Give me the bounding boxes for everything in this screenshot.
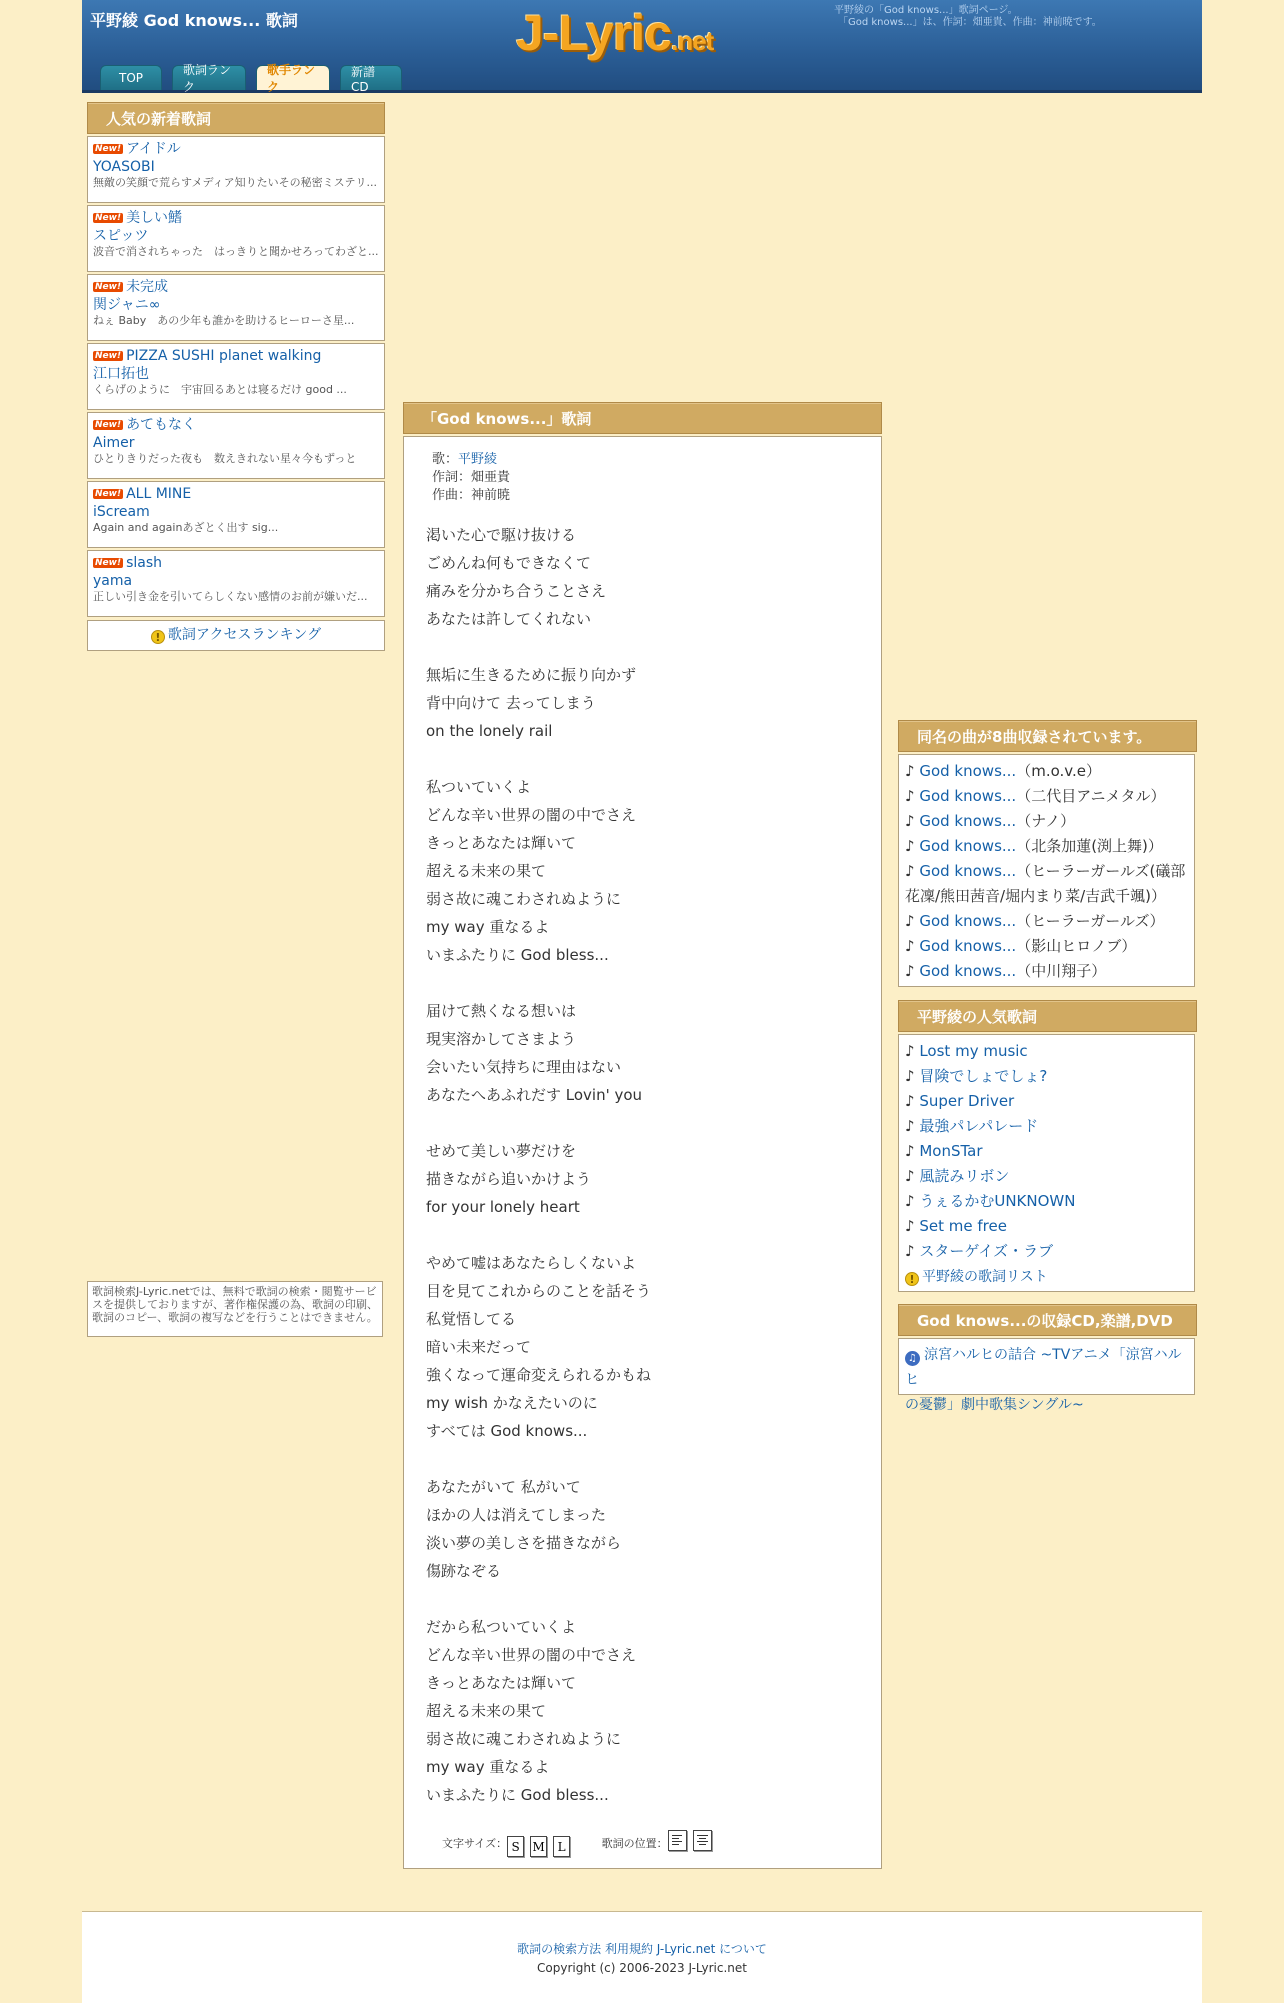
list-item[interactable]: ♪ 冒険でしょでしょ?	[905, 1067, 1048, 1085]
lyric-line: いまふたりに God bless...	[426, 946, 609, 964]
position-label: 歌詞の位置：	[601, 1837, 668, 1850]
music-note-icon: ♫	[905, 1351, 920, 1366]
list-item[interactable]: ♪ Set me free	[905, 1217, 1007, 1235]
lyric-snippet: ひとりきりだった夜も 数えきれない星々今もずっと	[93, 452, 357, 465]
logo-main: J-Lyric	[516, 5, 672, 61]
lyric-line: せめて美しい夢だけを	[426, 1142, 577, 1160]
tab-top[interactable]: TOP	[100, 65, 162, 90]
lyric-line: きっとあなたは輝いて	[426, 834, 577, 852]
lyric-line: on the lonely rail	[426, 722, 553, 740]
tab-lyric-rank[interactable]: 歌詞ランク	[172, 65, 246, 90]
lyricist-credit: 作詞：畑亜貴	[432, 470, 511, 485]
lyric-line: 描きながら追いかけよう	[426, 1170, 592, 1188]
align-left-icon[interactable]	[668, 1830, 687, 1851]
song-link[interactable]: 冒険でしょでしょ?	[919, 1067, 1048, 1085]
lyric-line: あなたがいて 私がいて	[426, 1478, 581, 1496]
artist-name: （影山ヒロノブ）	[1016, 937, 1137, 955]
lyric-line: きっとあなたは輝いて	[426, 1674, 577, 1692]
song-link[interactable]: 風読みリボン	[919, 1167, 1010, 1185]
song-link[interactable]: Set me free	[919, 1217, 1007, 1235]
lyric-line: 無垢に生きるために振り向かず	[426, 666, 637, 684]
new-badge: New!	[95, 282, 122, 292]
lyrics-heading: 「God knows...」歌詞	[403, 402, 882, 434]
lyrics-toolbar	[442, 1830, 718, 1857]
lyric-line: あなたへあふれだす Lovin' you	[426, 1086, 643, 1104]
artist-name: （ヒーラーガールズ）	[1016, 912, 1165, 930]
logo-suffix: .net	[671, 26, 714, 56]
song-title-link[interactable]: PIZZA SUSHI planet walking	[126, 348, 322, 364]
song-link[interactable]: 最強パレパレード	[919, 1117, 1039, 1135]
lyric-line	[426, 1221, 651, 1249]
lyric-line: あなたは許してくれない	[426, 610, 592, 628]
list-item[interactable]	[87, 550, 385, 617]
list-item[interactable]: ♪ MonSTar	[905, 1142, 983, 1160]
song-link[interactable]: スターゲイズ・ラブ	[919, 1242, 1054, 1260]
new-badge: New!	[95, 213, 122, 223]
list-item[interactable]	[87, 136, 385, 203]
same-title-heading: 同名の曲が8曲収録されています。	[898, 720, 1197, 752]
artist-name: （ナノ）	[1016, 812, 1076, 830]
artist-link[interactable]: iScream	[93, 504, 150, 520]
lyric-line	[426, 745, 651, 773]
same-title-list	[898, 754, 1195, 987]
lyric-line	[426, 1109, 651, 1137]
song-credits	[432, 451, 510, 505]
lyric-line: my way 重なるよ	[426, 918, 550, 936]
cd-item[interactable]	[905, 1343, 1188, 1393]
artist-lyrics-list-row[interactable]	[905, 1264, 1188, 1290]
list-item[interactable]: ♪ God knows...（m.o.v.e）	[905, 762, 1101, 780]
artist-link[interactable]: yama	[93, 573, 133, 589]
artist-name-continued: 花凜/熊田茜音/堀内まり菜/吉武千颯)）	[905, 887, 1167, 905]
footer-link-terms[interactable]: 利用規約	[604, 1942, 653, 1956]
popular-list	[898, 1034, 1195, 1292]
lyric-line: 背中向けて 去ってしまう	[426, 694, 596, 712]
list-item[interactable]	[87, 343, 385, 410]
song-title-link[interactable]: あてもなく	[126, 417, 197, 433]
lyric-line: どんな辛い世界の闇の中でさえ	[426, 1646, 637, 1664]
list-item[interactable]	[87, 481, 385, 548]
popular-heading: 平野綾の人気歌詞	[898, 1000, 1197, 1032]
song-title-link[interactable]: 未完成	[126, 279, 169, 295]
list-item[interactable]: ♪ うぇるかむUNKNOWN	[905, 1192, 1076, 1210]
list-item[interactable]: ♪ God knows...（二代目アニメタル）	[905, 787, 1166, 805]
lyric-line: やめて嘘はあなたらしくないよ	[426, 1254, 637, 1272]
list-item[interactable]	[87, 412, 385, 479]
lyric-line: だから私ついていくよ	[426, 1618, 577, 1636]
song-link[interactable]: God knows...	[919, 837, 1017, 855]
artist-link[interactable]: YOASOBI	[93, 159, 155, 175]
new-lyrics-heading: 人気の新着歌詞	[87, 102, 385, 134]
tab-new-cd[interactable]: 新譜CD	[340, 65, 402, 90]
exclamation-icon: !	[905, 1272, 919, 1286]
song-link[interactable]: Lost my music	[919, 1042, 1028, 1060]
footer-link-about[interactable]: J-Lyric.net について	[656, 1942, 767, 1956]
lyric-line: いまふたりに God bless...	[426, 1786, 609, 1804]
copyright-notice: 歌詞検索J-Lyric.netでは、無料で歌詞の検索・閲覧サービスを提供しておりますが、著作権保護の為、歌詞の印刷、歌詞のコピー、歌詞の複写などを行うことはできません。	[87, 1281, 383, 1337]
lyrics-body	[426, 521, 651, 1809]
artist-name: （m.o.v.e）	[1016, 762, 1101, 780]
lyric-line: my way 重なるよ	[426, 1758, 550, 1776]
list-item[interactable]: ♪ God knows...（ヒーラーガールズ）	[905, 912, 1165, 930]
lyric-snippet: 無敵の笑顔で荒らすメディア知りたいその秘密ミステリ...	[93, 176, 377, 189]
lyric-snippet: Again and againあざとく出す sig...	[93, 521, 279, 534]
lyric-line: 弱さ故に魂こわされぬように	[426, 890, 622, 908]
footer-link-search-help[interactable]: 歌詞の検索方法	[517, 1942, 602, 1956]
artist-name: （二代目アニメタル）	[1016, 787, 1166, 805]
song-link[interactable]: MonSTar	[919, 1142, 983, 1160]
cd-link-line1[interactable]: 涼宮ハルヒの詰合 ~TVアニメ「涼宮ハルヒ	[905, 1347, 1182, 1388]
list-item[interactable]: ♪ God knows...（ナノ）	[905, 812, 1076, 830]
song-link[interactable]: God knows...	[919, 962, 1017, 980]
artist-link[interactable]: 関ジャニ∞	[93, 297, 161, 313]
cd-list	[898, 1338, 1195, 1413]
site-logo[interactable]	[516, 4, 713, 62]
font-size-large-button[interactable]: L	[553, 1836, 570, 1857]
list-item[interactable]: ♪ 風読みリボン	[905, 1167, 1010, 1185]
lyric-line: どんな辛い世界の闇の中でさえ	[426, 806, 637, 824]
header-description	[834, 5, 1194, 29]
list-item[interactable]: ♪ スターゲイズ・ラブ	[905, 1242, 1054, 1260]
nav-tabs	[100, 63, 402, 94]
lyric-line: 傷跡なぞる	[426, 1562, 502, 1580]
artist-link[interactable]: 江口拓也	[93, 366, 149, 382]
lyric-snippet: 正しい引き金を引いてらしくない感情のお前が嫌いだ...	[93, 590, 368, 603]
song-link[interactable]: God knows...	[919, 912, 1017, 930]
lyrics-panel	[403, 436, 882, 1869]
artist-link[interactable]: Aimer	[93, 435, 135, 451]
site-header	[82, 0, 1202, 93]
artist-name: （中川翔子）	[1016, 962, 1107, 980]
song-link[interactable]: God knows...	[919, 812, 1017, 830]
cd-link-line2[interactable]: の憂鬱」劇中歌集シングル~	[905, 1397, 1084, 1413]
access-ranking-link[interactable]: 歌詞アクセスランキング	[167, 627, 322, 643]
song-link[interactable]: うぇるかむUNKNOWN	[919, 1192, 1076, 1210]
lyric-line: すべては God knows...	[426, 1422, 588, 1440]
lyric-line	[426, 1585, 651, 1613]
song-link[interactable]: God knows...	[919, 937, 1017, 955]
composer-credit: 作曲：神前暁	[432, 488, 511, 503]
header-desc-line2: 「God knows...」は、作詞：畑亜貴、作曲：神前暁です。	[838, 17, 1102, 28]
song-link[interactable]: Super Driver	[919, 1092, 1015, 1110]
lyric-line: 私ついていくよ	[426, 778, 532, 796]
lyric-line: 超える未来の果て	[426, 862, 547, 880]
lyric-line: 淡い夢の美しさを描きながら	[426, 1534, 622, 1552]
artist-name: （北条加蓮(渕上舞)）	[1016, 837, 1163, 855]
lyric-line: 会いたい気持ちに理由はない	[426, 1058, 622, 1076]
list-item[interactable]: ♪ God knows...（影山ヒロノブ）	[905, 937, 1137, 955]
lyric-line: 現実溶かしてさまよう	[426, 1030, 577, 1048]
lyric-line	[426, 1445, 651, 1473]
lyric-snippet: ねぇ Baby あの少年も誰かを助けるヒーローさ星...	[93, 314, 355, 327]
singer-label: 歌：	[432, 452, 459, 467]
list-item[interactable]: ♪ God knows...（ヒーラーガールズ(礒部	[905, 862, 1186, 880]
lyric-line: ほかの人は消えてしまった	[426, 1506, 607, 1524]
lyric-line: 超える未来の果て	[426, 1702, 547, 1720]
lyric-line: 暗い未来だって	[426, 1338, 532, 1356]
new-badge: New!	[95, 420, 122, 430]
song-title-link[interactable]: slash	[126, 555, 162, 571]
song-link[interactable]: God knows...	[919, 862, 1017, 880]
list-item[interactable]: ♪ Lost my music	[905, 1042, 1028, 1060]
tab-artist-rank[interactable]: 歌手ランク	[256, 65, 330, 90]
lyric-line: 私覚悟してる	[426, 1310, 517, 1328]
font-size-label: 文字サイズ：	[442, 1837, 508, 1850]
page-title: 平野綾 God knows... 歌詞	[90, 11, 298, 30]
list-item[interactable]: ♪ 最強パレパレード	[905, 1117, 1039, 1135]
lyric-line: 痛みを分かち合うことさえ	[426, 582, 607, 600]
lyric-line: 目を見てこれからのことを話そう	[426, 1282, 652, 1300]
lyric-line: 届けて熱くなる想いは	[426, 1002, 577, 1020]
list-item[interactable]	[87, 274, 385, 341]
lyric-line	[426, 633, 651, 661]
lyric-line: my wish かなえたいのに	[426, 1394, 598, 1412]
song-title-link[interactable]: 美しい鰭	[126, 210, 183, 226]
artist-lyrics-list-link[interactable]: 平野綾の歌詞リスト	[922, 1269, 1048, 1285]
artist-name: （ヒーラーガールズ(礒部	[1016, 862, 1186, 880]
lyric-snippet: くらげのように 宇宙回るあとは寝るだけ good ...	[93, 383, 347, 396]
list-item[interactable]	[87, 205, 385, 272]
new-badge: New!	[95, 558, 122, 568]
song-link[interactable]: God knows...	[919, 762, 1017, 780]
new-badge: New!	[95, 144, 122, 154]
artist-link[interactable]: スピッツ	[93, 228, 149, 244]
new-badge: New!	[95, 351, 122, 361]
site-footer	[82, 1911, 1202, 2003]
ranking-link-box[interactable]	[87, 620, 385, 651]
footer-links	[82, 1940, 1202, 1957]
list-item[interactable]: ♪ God knows...（北条加蓮(渕上舞)）	[905, 837, 1163, 855]
align-center-icon[interactable]	[693, 1830, 712, 1851]
font-size-medium-button[interactable]: M	[530, 1836, 547, 1857]
song-link[interactable]: God knows...	[919, 787, 1017, 805]
lyric-line: ごめんね何もできなくて	[426, 554, 592, 572]
lyric-line: 渇いた心で駆け抜ける	[426, 526, 577, 544]
song-title-link[interactable]: アイドル	[126, 141, 181, 157]
lyric-snippet: 波音で消されちゃった はっきりと聞かせろってわざと...	[93, 245, 379, 258]
new-badge: New!	[95, 489, 122, 499]
song-title-link[interactable]: ALL MINE	[126, 486, 192, 502]
lyric-line: 強くなって運命変えられるかもね	[426, 1366, 652, 1384]
singer-link[interactable]: 平野綾	[458, 452, 498, 467]
list-item[interactable]: ♪ God knows...（中川翔子）	[905, 962, 1107, 980]
cd-heading: God knows...の収録CD,楽譜,DVD	[898, 1304, 1197, 1336]
lyric-line	[426, 969, 651, 997]
header-desc-line1: 平野綾の「God knows...」歌詞ページ。	[834, 5, 1018, 16]
lyric-line: for your lonely heart	[426, 1198, 580, 1216]
font-size-small-button[interactable]: S	[507, 1836, 524, 1857]
list-item[interactable]: ♪ Super Driver	[905, 1092, 1015, 1110]
lyric-line: 弱さ故に魂こわされぬように	[426, 1730, 622, 1748]
footer-copyright: Copyright (c) 2006-2023 J-Lyric.net	[537, 1961, 747, 1975]
exclamation-icon: !	[151, 630, 165, 644]
